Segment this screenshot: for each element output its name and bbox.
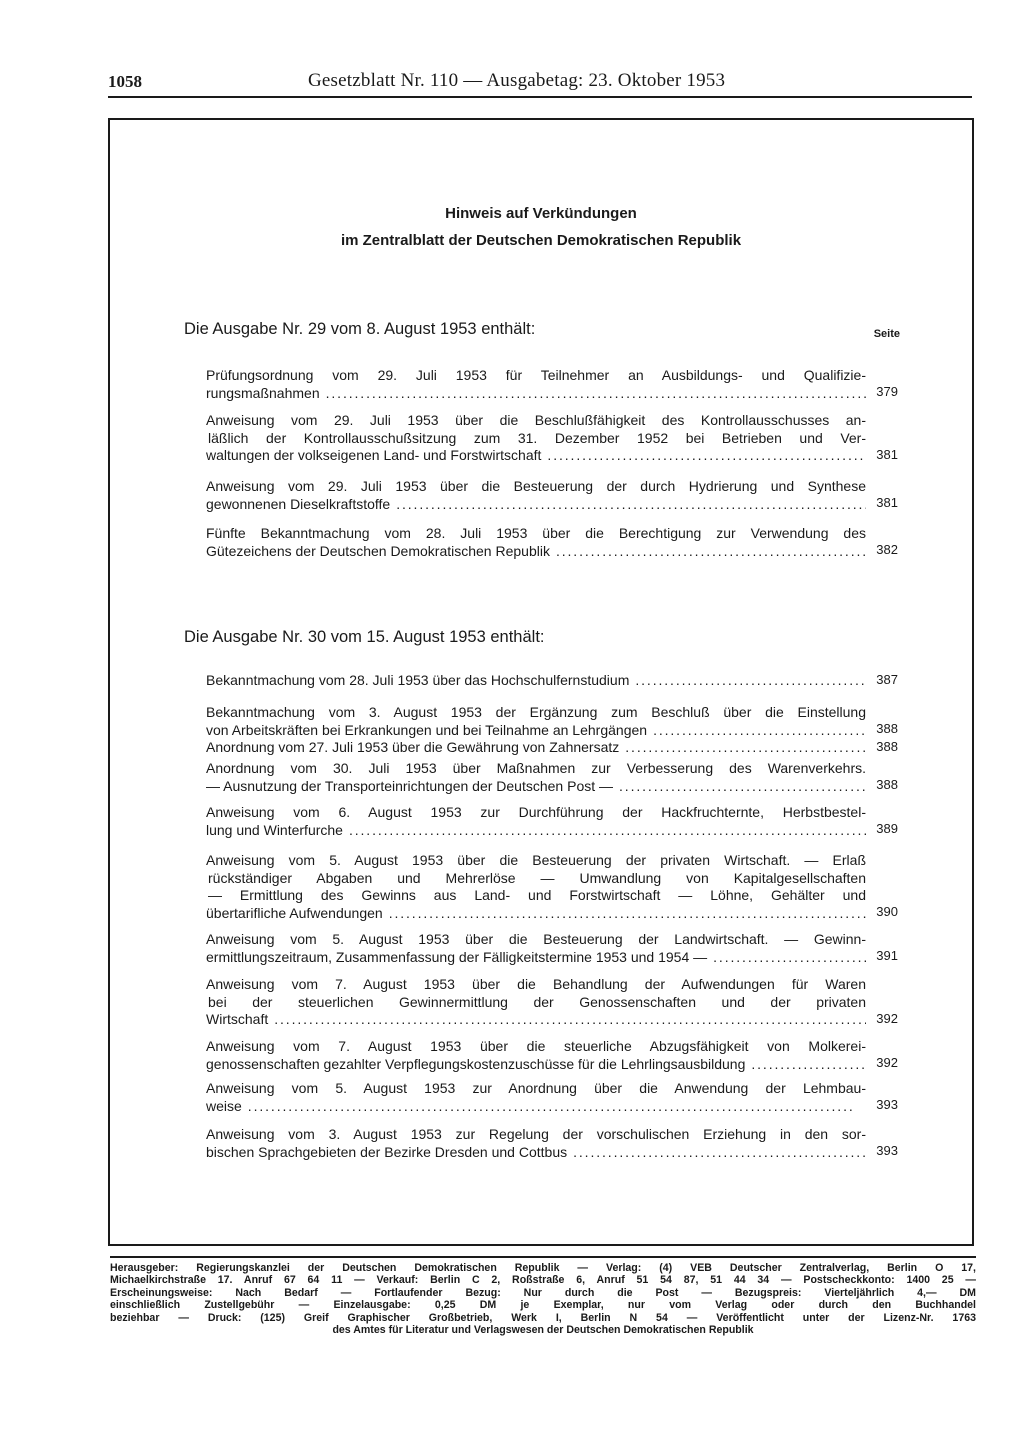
entry-text: rungsmaßnahmen — [206, 384, 320, 401]
entry-line: Anweisung vom 6. August 1953 zur Durchführung der Hackfruchternte, Herbstbestel- — [206, 804, 866, 820]
imprint-line: beziehbar — Druck: (125) Greif Graphischer Großbetrieb, Werk I, Berlin N 54 — Veröffentlicht unter der Lizenz-Nr. 1763 — [110, 1311, 976, 1324]
dot-leader — [713, 949, 866, 967]
toc-entry — [206, 478, 866, 513]
entry-line — [206, 739, 866, 757]
toc-entry — [206, 804, 866, 839]
entry-line — [206, 905, 866, 923]
imprint-line: Herausgeber: Regierungskanzlei der Deutschen Demokratischen Republik — Verlag: (4) VEB Deutscher Zentralverlag, Berlin O 17, — [110, 1262, 976, 1274]
page-reference: 381 — [876, 447, 898, 462]
entry-line: Anweisung vom 5. August 1953 über die Besteuerung der privaten Wirtschaft. — Erlaß — [206, 852, 866, 868]
dot-leader — [547, 447, 866, 465]
entry-line: Anweisung vom 29. Juli 1953 über die Besteuerung der durch Hydrierung und Synthese — [206, 478, 866, 494]
entry-text: Gütezeichens der Deutschen Demokratischen Republik — [206, 542, 550, 559]
entry-line: Anweisung vom 7. August 1953 über die Behandlung der Aufwendungen für Waren — [206, 976, 866, 992]
entry-text: übertarifliche Aufwendungen — [206, 904, 383, 921]
toc-entry — [206, 760, 866, 795]
page-reference: 390 — [876, 904, 898, 919]
toc-entry — [206, 931, 866, 966]
imprint — [110, 1256, 976, 1336]
dot-leader — [349, 822, 866, 840]
entry-line: Anweisung vom 5. August 1953 zur Anordnung über die Anwendung der Lehmbau- — [206, 1080, 866, 1096]
imprint-line: Erscheinungsweise: Nach Bedarf — Fortlaufender Bezug: Nur durch die Post — Bezugspreis: Vierteljährlich 4,— DM — [110, 1286, 976, 1299]
entry-line: Anweisung vom 5. August 1953 über die Besteuerung der Landwirtschaft. — Gewinn- — [206, 931, 866, 947]
imprint-line: einschließlich Zustellgebühr — Einzelausgabe: 0,25 DM je Exemplar, nur vom Verlag oder durch den Buchhandel — [110, 1299, 976, 1312]
toc-entry — [206, 1080, 866, 1115]
entry-line: Bekanntmachung vom 3. August 1953 der Ergänzung zum Beschluß über die Einstellung — [206, 704, 866, 720]
entry-line — [206, 543, 866, 561]
page-reference: 391 — [876, 948, 898, 963]
dot-leader — [619, 778, 866, 796]
toc-entry — [206, 1038, 866, 1073]
toc-entry — [206, 525, 866, 560]
page-reference: 392 — [876, 1011, 898, 1026]
toc-entry — [206, 672, 866, 690]
running-title: Gesetzblatt Nr. 110 — Ausgabetag: 23. Oktober 1953 — [308, 70, 726, 91]
dot-leader — [274, 1011, 866, 1029]
entry-line — [206, 722, 866, 740]
entry-line: Anweisung vom 29. Juli 1953 über die Beschlußfähigkeit des Kontrollausschusses an- — [206, 412, 866, 428]
toc-entry — [206, 412, 866, 465]
entry-line: läßlich der Kontrollausschußsitzung zum 31. Dezember 1952 bei Betrieben und Ver- — [208, 429, 866, 446]
dot-leader — [635, 672, 866, 690]
dot-leader — [625, 739, 866, 757]
entry-text: weise — [206, 1097, 242, 1114]
entry-line — [206, 1056, 866, 1074]
toc-entry — [206, 367, 866, 402]
toc-entry — [206, 1126, 866, 1161]
entry-line — [206, 822, 866, 840]
entry-text: gewonnenen Dieselkraftstoffe — [206, 495, 391, 512]
dot-leader — [751, 1056, 866, 1074]
entry-line — [206, 778, 866, 796]
imprint-line: Michaelkirchstraße 17. Anruf 67 64 11 — Verkauf: Berlin C 2, Roßstraße 6, Anruf 51 54 87, 51 44 34 — Postscheckkonto: 1400 25 — — [110, 1274, 976, 1287]
dot-leader — [389, 905, 866, 923]
page-reference: 393 — [876, 1097, 898, 1112]
page-reference: 388 — [876, 739, 898, 754]
page-reference: 382 — [876, 542, 898, 557]
page-reference: 379 — [876, 384, 898, 399]
entry-line: Anordnung vom 30. Juli 1953 über Maßnahmen zur Verbesserung des Warenverkehrs. — [206, 760, 866, 776]
page-reference: 388 — [876, 721, 898, 736]
toc-entry — [206, 704, 866, 739]
entry-line — [206, 496, 866, 514]
entry-text: bischen Sprachgebieten der Bezirke Dresden und Cottbus — [206, 1143, 568, 1160]
dot-leader — [573, 1144, 866, 1162]
page-reference: 389 — [876, 821, 898, 836]
entry-text: Anordnung vom 27. Juli 1953 über die Gewährung von Zahnersatz — [206, 739, 620, 755]
entry-line: Anweisung vom 3. August 1953 zur Regelung der vorschulischen Erziehung in den sor- — [206, 1126, 866, 1142]
dot-leader — [396, 496, 866, 514]
notice-frame — [108, 118, 974, 1246]
dot-leader — [653, 722, 866, 740]
entry-line — [206, 447, 866, 465]
toc-entry — [206, 739, 866, 757]
entry-line — [206, 1098, 866, 1116]
issue-heading: Die Ausgabe Nr. 30 vom 15. August 1953 enthält: — [184, 628, 545, 646]
entry-line: bei der steuerlichen Gewinnermittlung der Genossenschaften und der privaten — [208, 993, 866, 1010]
toc-entry — [206, 976, 866, 1029]
imprint-line: des Amtes für Literatur und Verlagswesen der Deutschen Demokratischen Republik — [332, 1324, 754, 1337]
page-reference: 393 — [876, 1143, 898, 1158]
page-reference: 381 — [876, 495, 898, 510]
page-reference: 392 — [876, 1055, 898, 1070]
entry-line — [206, 385, 866, 403]
entry-text: Wirtschaft — [206, 1011, 269, 1027]
entry-line: Fünfte Bekanntmachung vom 28. Juli 1953 über die Berechtigung zur Verwendung des — [206, 525, 866, 541]
entry-line — [206, 949, 866, 967]
page-header — [108, 70, 972, 98]
entry-text: — Ausnutzung der Transporteinrichtungen der Deutschen Post — — [206, 777, 614, 794]
entry-text: von Arbeitskräften bei Erkrankungen und bei Teilnahme an Lehrgängen — [206, 721, 648, 738]
dot-leader — [556, 543, 866, 561]
entry-line: — Ermittlung des Gewinns aus Land- und Forstwirtschaft — Löhne, Gehälter und — [208, 887, 866, 903]
entry-text: Bekanntmachung vom 28. Juli 1953 über das Hochschulfernstudium — [206, 672, 630, 688]
entry-line — [206, 672, 866, 690]
entry-text: lung und Winterfurche — [206, 821, 343, 838]
page-reference: 387 — [876, 672, 898, 687]
entry-text: genossenschaften gezahlter Verpflegungskostenzuschüsse für die Lehrlingsausbildung — [206, 1055, 746, 1072]
entry-line — [206, 1011, 866, 1029]
entry-line — [206, 1144, 866, 1162]
entry-line: Anweisung vom 7. August 1953 über die steuerliche Abzugsfähigkeit von Molkerei- — [206, 1038, 866, 1054]
issue-heading: Die Ausgabe Nr. 29 vom 8. August 1953 enthält: — [184, 320, 536, 338]
notice-title: Hinweis auf Verkündungen — [445, 205, 637, 222]
dot-leader — [326, 385, 866, 403]
page-column-label: Seite — [873, 328, 900, 340]
toc-entry — [206, 852, 866, 922]
entry-line: Prüfungsordnung vom 29. Juli 1953 für Teilnehmer an Ausbildungs- und Qualifizie- — [206, 367, 866, 383]
page-reference: 388 — [876, 777, 898, 792]
entry-line: rückständiger Abgaben und Mehrerlöse — Umwandlung von Kapitalgesellschaften — [208, 869, 866, 886]
notice-subtitle: im Zentralblatt der Deutschen Demokratischen Republik — [340, 232, 742, 249]
entry-text: waltungen der volkseigenen Land- und Forstwirtschaft — [206, 447, 542, 463]
dot-leader — [248, 1098, 866, 1116]
page-number: 1058 — [108, 72, 142, 91]
entry-text: ermittlungszeitraum, Zusammenfassung der Fälligkeitstermine 1953 und 1954 — — [206, 948, 708, 965]
